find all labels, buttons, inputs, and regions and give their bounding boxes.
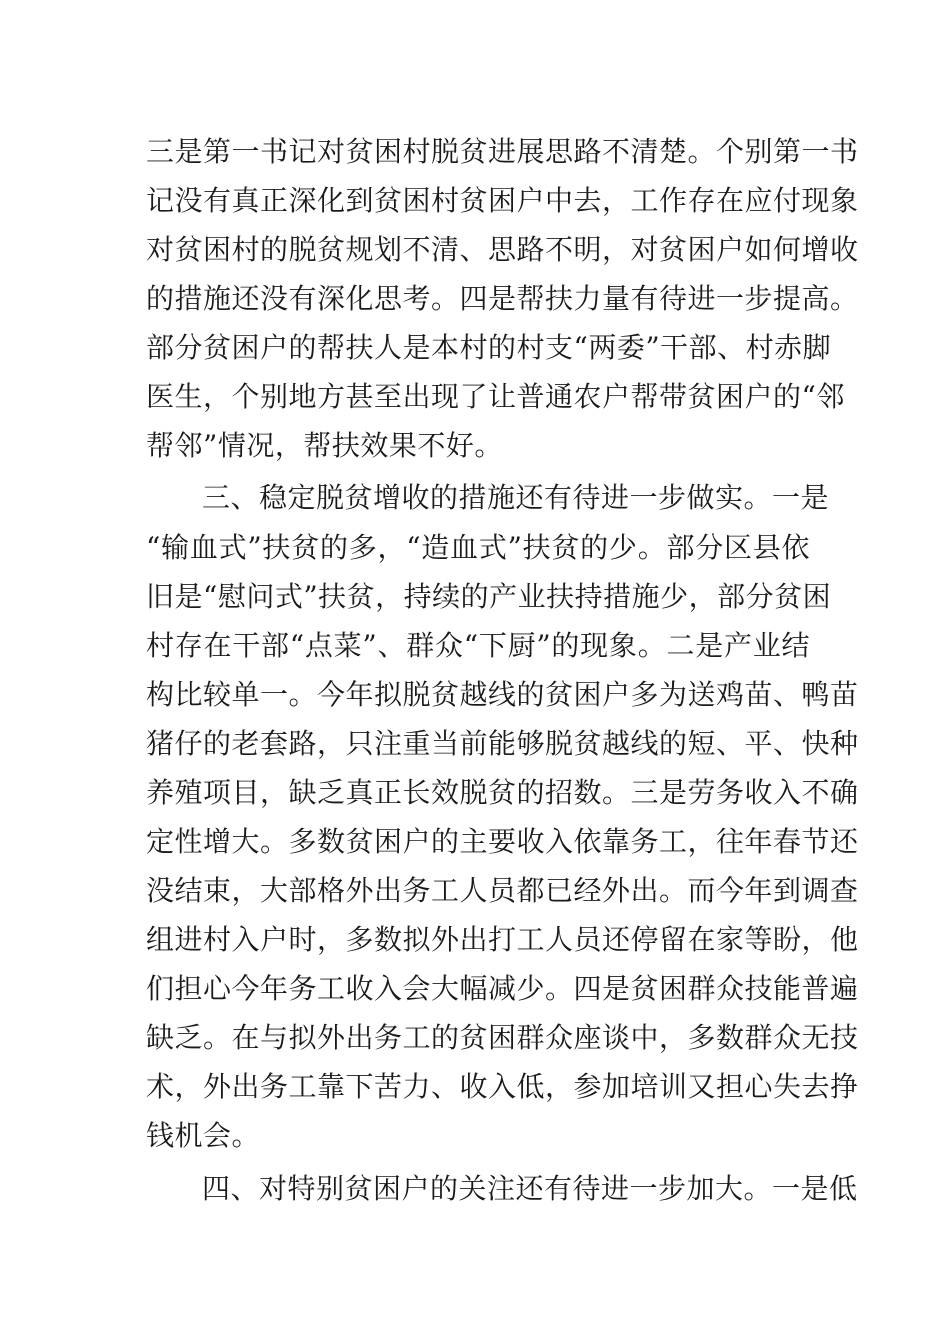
text-line: 猪仔的老套路，只注重当前能够脱贫越线的短、平、快种: [146, 727, 859, 760]
text-line: 村存在干部“点菜”、群众“下厨”的现象。二是产业结: [146, 629, 810, 662]
text-line: 部分贫困户的帮扶人是本村的村支“两委”干部、村赤脚: [146, 331, 832, 364]
text-line: 术，外出务工靠下苦力、收入低，参加培训又担心失去挣: [146, 1070, 859, 1103]
text-line: 钱机会。: [146, 1119, 261, 1152]
text-line: 医生，个别地方甚至出现了让普通农户帮带贫困户的“邻: [146, 380, 845, 413]
text-line: 们担心今年务工收入会大幅减少。四是贫困群众技能普遍: [146, 972, 859, 1005]
text-line: 定性增大。多数贫困户的主要收入依靠务工，往年春节还: [146, 825, 859, 858]
paragraph-heading-line: 三、稳定脱贫增收的措施还有待进一步做实。一是: [202, 481, 830, 514]
paragraph-heading-line: 四、对特别贫困户的关注还有待进一步加大。一是低: [202, 1172, 858, 1205]
text-line: 帮邻”情况，帮扶效果不好。: [146, 429, 503, 462]
text-line: 三是第一书记对贫困村脱贫进展思路不清楚。个别第一书: [146, 135, 859, 168]
text-line: 养殖项目，缺乏真正长效脱贫的招数。三是劳务收入不确: [146, 776, 859, 809]
text-line: 记没有真正深化到贫困村贫困户中去，工作存在应付现象: [146, 184, 859, 217]
text-line: 组进村入户时，多数拟外出打工人员还停留在家等盼，他: [146, 923, 859, 956]
text-line: 的措施还没有深化思考。四是帮扶力量有待进一步提高。: [146, 282, 859, 315]
text-line: 没结束，大部格外出务工人员都已经外出。而今年到调查: [146, 874, 859, 907]
text-line: 对贫困村的脱贫规划不清、思路不明，对贫困户如何增收: [146, 233, 859, 266]
text-line: “输血式”扶贫的多，“造血式”扶贫的少。部分区县依: [146, 531, 810, 564]
text-line: 缺乏。在与拟外出务工的贫困群众座谈中，多数群众无技: [146, 1021, 859, 1054]
text-line: 构比较单一。今年拟脱贫越线的贫困户多为送鸡苗、鸭苗: [146, 678, 859, 711]
text-line: 旧是“慰问式”扶贫，持续的产业扶持措施少，部分贫困: [146, 580, 832, 613]
